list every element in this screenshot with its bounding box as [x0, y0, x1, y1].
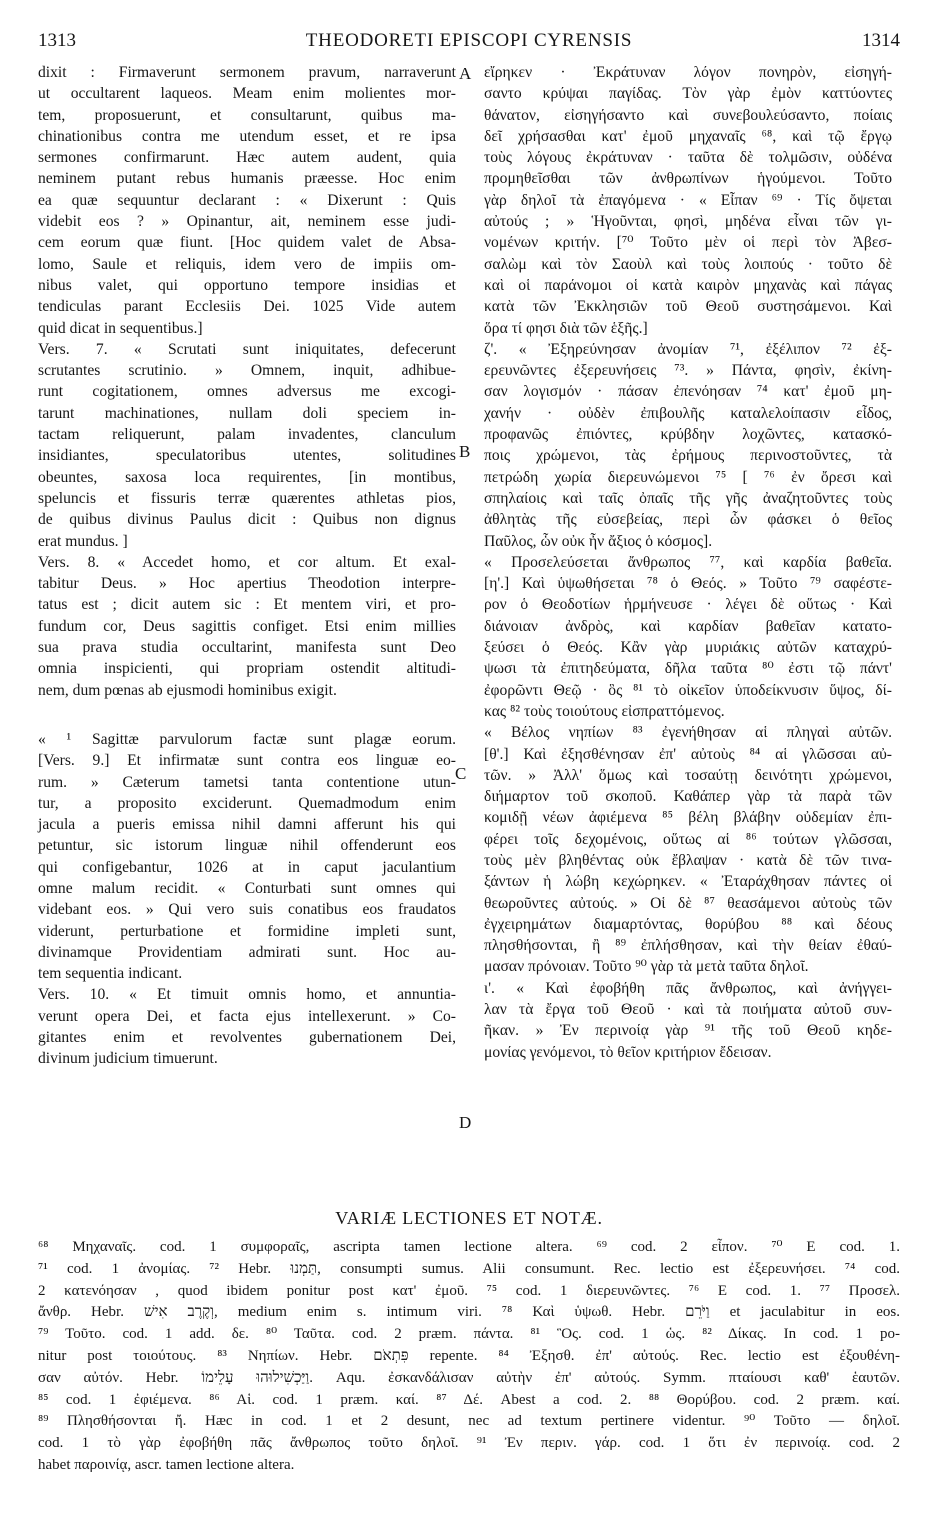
- text-line: tarunt machinationes, nullam doli speciem in-: [38, 404, 456, 422]
- text-line: προφανῶς ἐπιόντες, κρύβδην λοχῶντες, κατασκό-: [484, 426, 892, 444]
- margin-letter-d: D: [459, 1113, 472, 1132]
- page-number-right: 1314: [862, 30, 900, 51]
- text-line: obeuntes, saxosa loca requirentes, [in montibus,: [38, 468, 456, 486]
- text-line: τοὺς μὲν βληθέντας οὐκ ἔβλαψαν · κατὰ δὲ τῶν τινα-: [484, 851, 892, 869]
- text-line: divinum judicium timuerunt.: [38, 1050, 218, 1068]
- text-line: « Προσελεύσεται ἄνθρωπος ⁷⁷, καὶ καρδία βαθεῖα.: [484, 553, 892, 571]
- text-line: tendiculas parant Ecclesiis Dei. 1025 Vide autem: [38, 298, 456, 316]
- text-line: [Vers. 9.] Et infirmatæ sunt contra eos linguæ eo-: [38, 752, 456, 770]
- text-line: sermones confirmarunt. Hæc autem audent, quia: [38, 149, 456, 167]
- margin-letter-b: B: [459, 442, 471, 461]
- text-line: tactam reliquerunt, palam invadentes, clanculum: [38, 426, 456, 444]
- text-line: ψωσι τὰ ἐπιτηδεύματα, δῆλα ταῦτα ⁸⁰ ἐστι τῷ πάντ': [484, 660, 892, 678]
- text-line: ⁷¹ cod. 1 ἀνομίας. ⁷² Hebr. תַּמְנוּ, consumpti sumus. Alii consumunt. Rec. lectio est ἐξερευνήσει. ⁷⁴ cod.: [38, 1260, 900, 1277]
- page-number-left: 1313: [38, 30, 76, 51]
- text-line: « ¹ Sagittæ parvulorum factæ sunt plagæ eorum.: [38, 730, 456, 748]
- text-line: ζ'. « Ἐξηρεύνησαν ἀνομίαν ⁷¹, ἐξέλιπον ⁷² ἐξ-: [484, 340, 892, 358]
- text-line: videbant eos. » Qui vero suis conatibus eos fraudatos: [38, 901, 456, 919]
- text-line: tur, a proposito exciderunt. Quemadmodum enim: [38, 794, 456, 812]
- text-line: ὅρα τί φησι διὰ τῶν ἑξῆς.]: [484, 319, 648, 337]
- text-line: tem, proposuerunt, et consultarunt, quibus ma-: [38, 106, 456, 124]
- text-line: ut occultarent laqueos. Meam enim molientes mor-: [38, 85, 456, 103]
- text-line: Vers. 7. « Scrutati sunt iniquitates, defecerunt: [38, 340, 456, 358]
- text-line: μασαν πρόνοιαν. Τοῦτο ⁹⁰ γὰρ τὰ μετὰ ταῦτα δηλοῖ.: [484, 958, 809, 976]
- text-line: μονίας γενόμενοι, τὸ θεῖον κριτήριον ἔδεισαν.: [484, 1043, 772, 1061]
- text-line: de quibus divinus Paulus dicit : Quibus non dignus: [38, 511, 456, 529]
- text-line: ξάντων ἡ λώβη κεχώρηκεν. « Ἐταράχθησαν πάντες οἱ: [484, 873, 892, 891]
- text-line: verunt opera Dei, et facta ejus intellexerunt. » Co-: [38, 1007, 456, 1025]
- text-line: διήμαρτον τοῦ σκοποῦ. Καθάπερ γὰρ τὰ παρὰ τῶν: [484, 788, 892, 806]
- text-line: videbit eos ? » Opinantur, ait, neminem esse judi-: [38, 213, 456, 231]
- notes-lines: [38, 1237, 900, 1477]
- text-line: tem sequentia indicant.: [38, 965, 183, 983]
- text-line: πλησθήσονται, ἢ ⁸⁹ ἐπλήσθησαν, καὶ τὴν θείαν ἐθαύ-: [484, 937, 892, 955]
- text-line: τῶν. » Ἀλλ' ὅμως καὶ τοσαύτῃ δεινότητι χρώμενοι,: [484, 766, 892, 784]
- text-line: ἀθλητὰς τῆς εὐσεβείας, περὶ ὧν φάσκει ὁ θεῖος: [484, 511, 892, 529]
- text-line: cod. 1 τὸ γὰρ ἐφοβήθη πᾶς ἄνθρωπος τοῦτο δηλοῖ. ⁹¹ Ἐν περιν. γάρ. cod. 1 ὅτι ἐν περινοίᾳ. cod. 2: [38, 1435, 900, 1452]
- text-line: ⁶⁸ Μηχαναῖς. cod. 1 συμφοραῖς, ascripta tamen lectione altera. ⁶⁹ cod. 2 εἶπον. ⁷⁰ E cod. 1.: [38, 1239, 900, 1255]
- text-line: neminem putant rebus humanis præesse. Hoc enim: [38, 170, 456, 188]
- text-line: ποις χρώμενοι, τὰς ἐρήμους περινοστοῦντες, τὰ: [484, 447, 892, 465]
- text-line: dixit : Firmaverunt sermonem pravum, narraverunt: [38, 64, 456, 81]
- text-line: erat mundus. ]: [38, 532, 128, 550]
- text-line: ea quæ sequuntur declarant : « Dixerunt : Quis: [38, 191, 456, 209]
- latin-column: [38, 62, 456, 1070]
- text-line: Vers. 10. « Et timuit omnis homo, et annuntia-: [38, 986, 456, 1004]
- text-line: Παῦλος, ὧν οὐκ ἦν ἄξιος ὁ κόσμος].: [484, 532, 713, 550]
- text-line: νομένων κριτήν. [⁷⁰ Τοῦτο μὲν οἱ περὶ τὸν Ἀβεσ-: [484, 234, 892, 252]
- text-line: πετρώδη χωρία διερευνώμενοι ⁷⁵ [ ⁷⁶ ἐν ὄρεσι καὶ: [484, 468, 892, 486]
- text-line: rum. » Cæterum tametsi tanta contentione utun-: [38, 773, 456, 791]
- text-line: [θ'.] Καὶ ἐξησθένησαν ἐπ' αὐτοὺς ⁸⁴ αἱ γλῶσσαι αὐ-: [484, 745, 892, 763]
- text-line: χανήν · οὐδὲν ἐπιβουλῆς καταλελοίπασιν εἶδος,: [484, 404, 892, 422]
- text-line: κας ⁸² τοὺς τοιούτους εἰσπραττόμενος.: [484, 702, 725, 720]
- text-line: [η'.] Καὶ ὑψωθήσεται ⁷⁸ ὁ Θεός. » Τοῦτο ⁷⁹ σαφέστε-: [484, 575, 892, 593]
- notes-section: [38, 1208, 900, 1477]
- text-line: σπηλαίοις καὶ ταῖς ὀπαῖς τῆς γῆς ἀναζητοῦντες τοὺς: [484, 489, 892, 507]
- text-line: ⁷⁹ Τοῦτο. cod. 1 add. δε. ⁸⁰ Ταῦτα. cod. 2 præm. πάντα. ⁸¹ Ὃς. cod. 1 ὡς. ⁸² Δίκας. In cod. 1 po-: [38, 1326, 900, 1343]
- text-line: insidiantes, speculatoribus utentes, solitudines: [38, 447, 456, 465]
- text-line: cem eorum quæ fiunt. [Hoc quidem valet de Absa-: [38, 234, 456, 252]
- text-line: gitantes enim et revolventes gubernationem Dei,: [38, 1029, 456, 1047]
- text-line: τοὺς λόγους ἐκράτυναν · ταῦτα δὲ τολμῶσιν, οὐδένα: [484, 149, 892, 167]
- text-line: chinationibus contra me utendum esset, et re ipsa: [38, 127, 456, 145]
- text-line: ξεύσει ὁ Θεός. Κἂν γὰρ μυριάκις αὐτῶν καταχρύ-: [484, 639, 892, 657]
- text-line: petuntur, sic istorum linguæ nihil offenderunt eos: [38, 837, 456, 855]
- text-line: σαν αὐτόν. Hebr. וַיַּכְשִׁילוּהוּ עָלֵימוֹ. Aqu. ἐσκανδάλισαν αὐτὴν ἐπ' αὐτούς. Symm. πταίουσι καθ' ἑαυτῶν.: [38, 1369, 901, 1386]
- text-line: κομιδῇ νέων ἀφιέμενα ⁸⁵ βέλη βλάβην οὐδεμίαν ἐπι-: [484, 809, 892, 827]
- text-line: δεῖ χρήσασθαι κατ' ἐμοῦ μηχαναῖς ⁶⁸, καὶ τῷ ἔργῳ: [484, 127, 892, 145]
- text-line: « Βέλος νηπίων ⁸³ ἐγενήθησαν αἱ πληγαὶ αὐτῶν.: [484, 724, 892, 742]
- text-line: διάνοιαν ἀνδρὸς, καὶ καρδίαν βαθεῖαν κατατο-: [484, 617, 892, 635]
- text-line: σαν λογισμόν · πάσαν ἐπενόησαν ⁷⁴ κατ' ἐμοῦ μη-: [484, 383, 892, 401]
- text-line: speluncis et fissuris terræ quærentes athletas pios,: [38, 489, 456, 507]
- text-line: quid dicat in sequentibus.]: [38, 319, 203, 337]
- text-line: jacula a pueris emissa nihil damni afferunt his qui: [38, 816, 456, 834]
- text-line: κατὰ τῶν Ἐκκλησιῶν τοῦ Θεοῦ συστησάμενοι. Καὶ: [484, 298, 892, 316]
- text-line: 2 κατενόησαν , quod ibidem ponitur post κατ' ἐμοῦ. ⁷⁵ cod. 1 διερευνῶντες. ⁷⁶ E cod. 1. ⁷⁷ Προσελ.: [38, 1282, 900, 1299]
- text-line: θεωροῦντες αὐτούς. » Οἱ δὲ ⁸⁷ θεασάμενοι αὐτοὺς τῶν: [484, 894, 892, 912]
- text-line: tabitur Deus. » Hoc apertius Theodotion interpre-: [38, 575, 456, 593]
- notes-heading: VARIÆ LECTIONES ET NOTÆ.: [335, 1208, 603, 1228]
- text-line: ῆκαν. » Ἐν περινοίᾳ γὰρ ⁹¹ τῆς τοῦ Θεοῦ κηδε-: [484, 1022, 892, 1040]
- text-line: ⁸⁵ cod. 1 ἐφιέμενα. ⁸⁶ Αἱ. cod. 1 præm. καί. ⁸⁷ Δέ. Abest a cod. 2. ⁸⁸ Θορύβου. cod. 2 præm. καί.: [38, 1391, 900, 1408]
- running-title: THEODORETI EPISCOPI CYRENSIS: [305, 30, 633, 51]
- text-line: viderunt, perturbatione et formidine impleti sunt,: [38, 922, 456, 940]
- text-line: λαν τὰ ἔργα τοῦ Θεοῦ · καὶ τὰ ποιήματα αὐτοῦ συν-: [484, 1001, 892, 1019]
- text-line: scrutantes scrutinio. » Omnem, inquit, adhibue-: [38, 362, 456, 380]
- text-line: qui configebantur, 1026 at in caput jaculantium: [38, 858, 456, 876]
- margin-letter-a: A: [459, 64, 472, 83]
- text-line: ἐγχειρημάτων διαμαρτόντας, θορύβου ⁸⁸ καὶ δέους: [484, 915, 892, 933]
- text-line: lomo, Saule et reliquis, idem vero de impiis om-: [38, 255, 456, 273]
- text-line: omnia inspicienti, qui propriam ostendit altitudi-: [38, 660, 456, 678]
- text-line: omne malum recidit. « Conturbati sunt omnes qui: [38, 879, 456, 897]
- text-line: ἐφορῶντι Θεῷ · ὃς ⁸¹ τὸ οἰκεῖον ὑποδείκνυσιν ὕψος, δί-: [484, 681, 892, 699]
- text-line: fundum cor, Deus sagittis configet. Etsi enim millies: [38, 617, 456, 635]
- greek-column: [484, 62, 892, 1063]
- text-line: ἄνθρ. Hebr. וְקֶרֶב אִישׁ, medium enim s. intimum viri. ⁷⁸ Καὶ ὑψωθ. Hebr. וַיֹּרֵם et jaculabitur in eos.: [38, 1304, 900, 1321]
- text-line: divinamque Providentiam admirati sunt. Hoc au-: [38, 943, 456, 961]
- text-line: nitur post τοιούτους. ⁸³ Νηπίων. Hebr. פִּתְאֹם repente. ⁸⁴ Ἐξησθ. ἐπ' αὐτούς. Rec. lectio est ἐξουθένη-: [38, 1347, 901, 1364]
- text-line: γὰρ δηλοῖ τὰ ἐπαγόμενα · « Εἶπαν ⁶⁹ · Τίς ὄψεται: [484, 191, 892, 209]
- text-line: tatus est ; dicit autem sic : Et mentem viri, et pro-: [38, 596, 456, 614]
- text-line: σαλὼμ καὶ τὸν Σαοὺλ καὶ τοὺς λοιπούς · τοῦτο δὲ: [484, 255, 892, 273]
- text-line: καὶ οἱ παράνομοι οἱ κατὰ καιρὸν μηχανὰς καὶ πάγας: [484, 276, 892, 294]
- text-line: ι'. « Καὶ ἐφοβήθη πᾶς ἄνθρωπος, καὶ ἀνήγγει-: [484, 979, 892, 997]
- text-line: ρον ὁ Θεοδοτίων ἡρμήνευσε · λέγει δὲ οὕτως · Καὶ: [484, 596, 892, 614]
- text-line: Vers. 8. « Accedet homo, et cor altum. Et exal-: [38, 553, 456, 571]
- text-line: nem, dum pœnas ab ejusmodi hominibus exigit.: [38, 681, 337, 699]
- margin-letter-c: C: [455, 764, 467, 783]
- text-line: habet παροινίᾳ, ascr. tamen lectione altera.: [38, 1456, 295, 1473]
- text-line: runt cogitationem, omnes adversus me excogi-: [38, 383, 456, 401]
- text-line: θάνατον, εἰσηγήσαντο καὶ συνεβουλεύσαντο, ποίαις: [484, 106, 892, 124]
- text-line: σαντο κρύψαι παγίδας. Τὸν γὰρ ἐμὸν καττύοντες: [484, 85, 892, 103]
- text-line: nibus valet, qui opportuno tempore insidias et: [38, 276, 456, 294]
- text-line: ⁸⁹ Πλησθήσονται ἤ. Hæc in cod. 1 et 2 desunt, nec ad textum pertinere videntur. ⁹⁰ Τοῦτο — δηλοῖ.: [38, 1413, 900, 1430]
- running-header: [38, 30, 900, 58]
- text-line: ερευνῶντες ἐξερευνήσεις ⁷³. » Πάντα, φησὶν, ἐκίνη-: [484, 362, 892, 380]
- text-line: φέρει τοῖς δεχομένοις, οὕτως αἱ ⁸⁶ τούτων γλῶσσαι,: [484, 830, 892, 848]
- text-line: εἴρηκεν · Ἐκράτυναν λόγον πονηρὸν, εἰσηγή-: [484, 64, 892, 81]
- text-line: sua prava studia occultarint, manifesta sunt Deo: [38, 639, 456, 657]
- text-line: προμηθεῖσθαι τῶν ἀνθρωπίνων ἡγούμενοι. Τοῦτο: [484, 170, 892, 188]
- text-line: αὐτούς ; » Ἡγοῦνται, φησὶ, μηδένα εἶναι τῶν γι-: [484, 213, 892, 231]
